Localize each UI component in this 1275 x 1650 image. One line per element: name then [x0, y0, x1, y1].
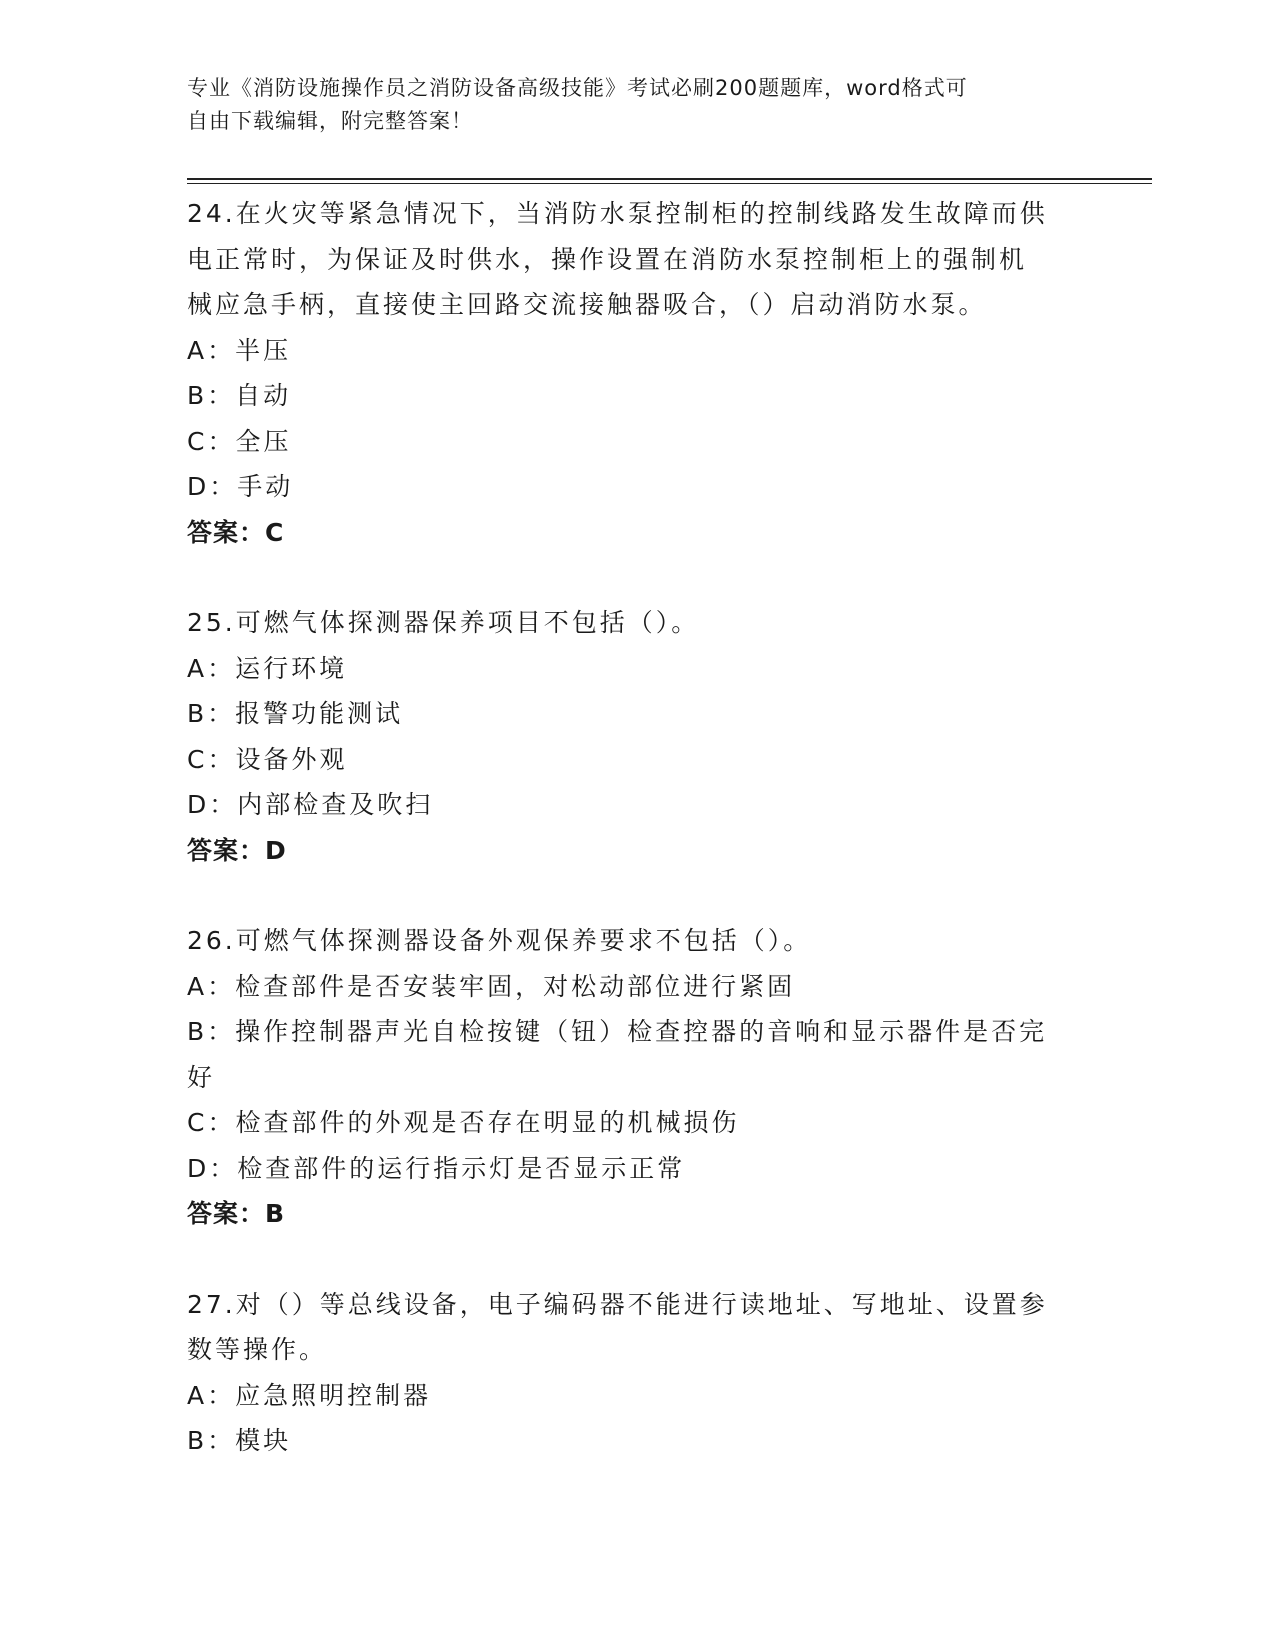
option-b-continued: 好: [187, 1062, 216, 1092]
question-stem: [187, 191, 1087, 328]
question-26: [187, 918, 1087, 1237]
question-stem-line: 25.可燃气体探测器保养项目不包括（）。: [187, 608, 700, 637]
answer-line: 答案：B: [187, 1199, 286, 1228]
question-25: [187, 600, 1087, 873]
question-24: [187, 191, 1087, 555]
question-stem-line: 电正常时，为保证及时供水，操作设置在消防水泵控制柜上的强制机: [187, 244, 1028, 274]
option-d: D：内部检查及吹扫: [187, 790, 434, 819]
question-list: [187, 191, 1087, 1464]
option-d: D：检查部件的运行指示灯是否显示正常: [187, 1153, 686, 1183]
question-stem-line: 械应急手柄，直接使主回路交流接触器吸合，（）启动消防水泵。: [187, 290, 987, 319]
option-c: C：检查部件的外观是否存在明显的机械损伤: [187, 1108, 740, 1137]
question-stem: [187, 1282, 1087, 1373]
question-stem: [187, 600, 1087, 646]
option-c: C：全压: [187, 426, 292, 456]
option-b: B：模块: [187, 1426, 292, 1455]
header-divider-thick: [187, 178, 1152, 180]
document-header: [187, 72, 1087, 138]
option-b: B：操作控制器声光自检按键（钮）检查控器的音响和显示器件是否完: [187, 1017, 1048, 1046]
option-a: A：应急照明控制器: [187, 1380, 432, 1410]
question-stem-line: 27.对（）等总线设备，电子编码器不能进行读地址、写地址、设置参: [187, 1289, 1048, 1319]
option-a: A：运行环境: [187, 653, 348, 683]
option-b: B：自动: [187, 381, 292, 410]
header-line-1: 专业《消防设施操作员之消防设备高级技能》考试必刷200题题库，word格式可: [187, 76, 968, 100]
option-b: B：报警功能测试: [187, 699, 404, 728]
option-a: A：检查部件是否安装牢固，对松动部位进行紧固: [187, 971, 796, 1001]
question-stem-line: 26.可燃气体探测器设备外观保养要求不包括（）。: [187, 926, 812, 955]
question-stem: [187, 918, 1087, 964]
option-a: A：半压: [187, 335, 292, 365]
option-d: D：手动: [187, 472, 294, 501]
option-c: C：设备外观: [187, 744, 348, 774]
answer-line: 答案：D: [187, 835, 287, 865]
header-line-2: 自由下载编辑，附完整答案！: [187, 109, 473, 133]
header-divider-thin: [187, 183, 1152, 184]
question-stem-line: 24.在火灾等紧急情况下，当消防水泵控制柜的控制线路发生故障而供: [187, 199, 1048, 228]
question-stem-line: 数等操作。: [187, 1335, 328, 1364]
answer-line: 答案：C: [187, 517, 285, 547]
question-27: [187, 1282, 1087, 1464]
